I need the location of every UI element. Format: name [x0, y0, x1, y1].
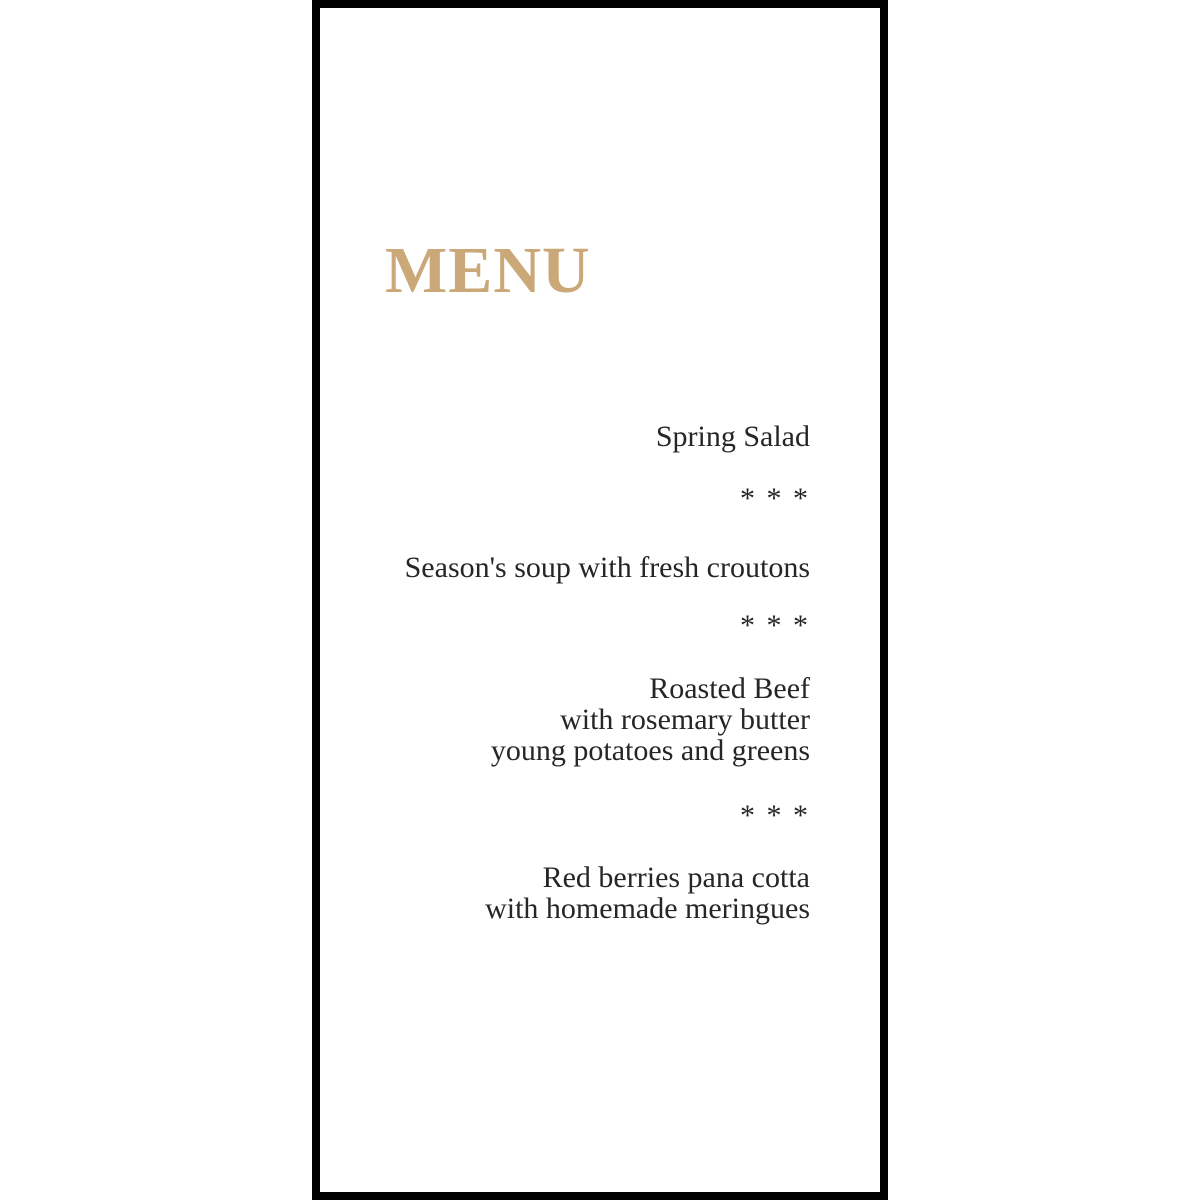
course-line: Season's soup with fresh croutons: [404, 551, 810, 584]
course-separator: * * *: [740, 609, 810, 642]
course-line: with homemade meringues: [485, 892, 810, 925]
course-starter: [656, 421, 810, 452]
course-dessert: [485, 862, 810, 924]
course-soup: [405, 552, 810, 583]
course-separator: * * *: [740, 799, 810, 832]
course-line: Red berries pana cotta: [542, 861, 810, 894]
course-line: young potatoes and greens: [490, 734, 810, 767]
course-line: Roasted Beef: [649, 672, 810, 705]
course-line: with rosemary butter: [560, 703, 810, 736]
menu-title: MENU: [385, 234, 591, 307]
course-separator: * * *: [740, 482, 810, 515]
menu-card-frame: [312, 0, 888, 1200]
course-main: [491, 673, 810, 766]
course-line: Spring Salad: [655, 420, 810, 453]
